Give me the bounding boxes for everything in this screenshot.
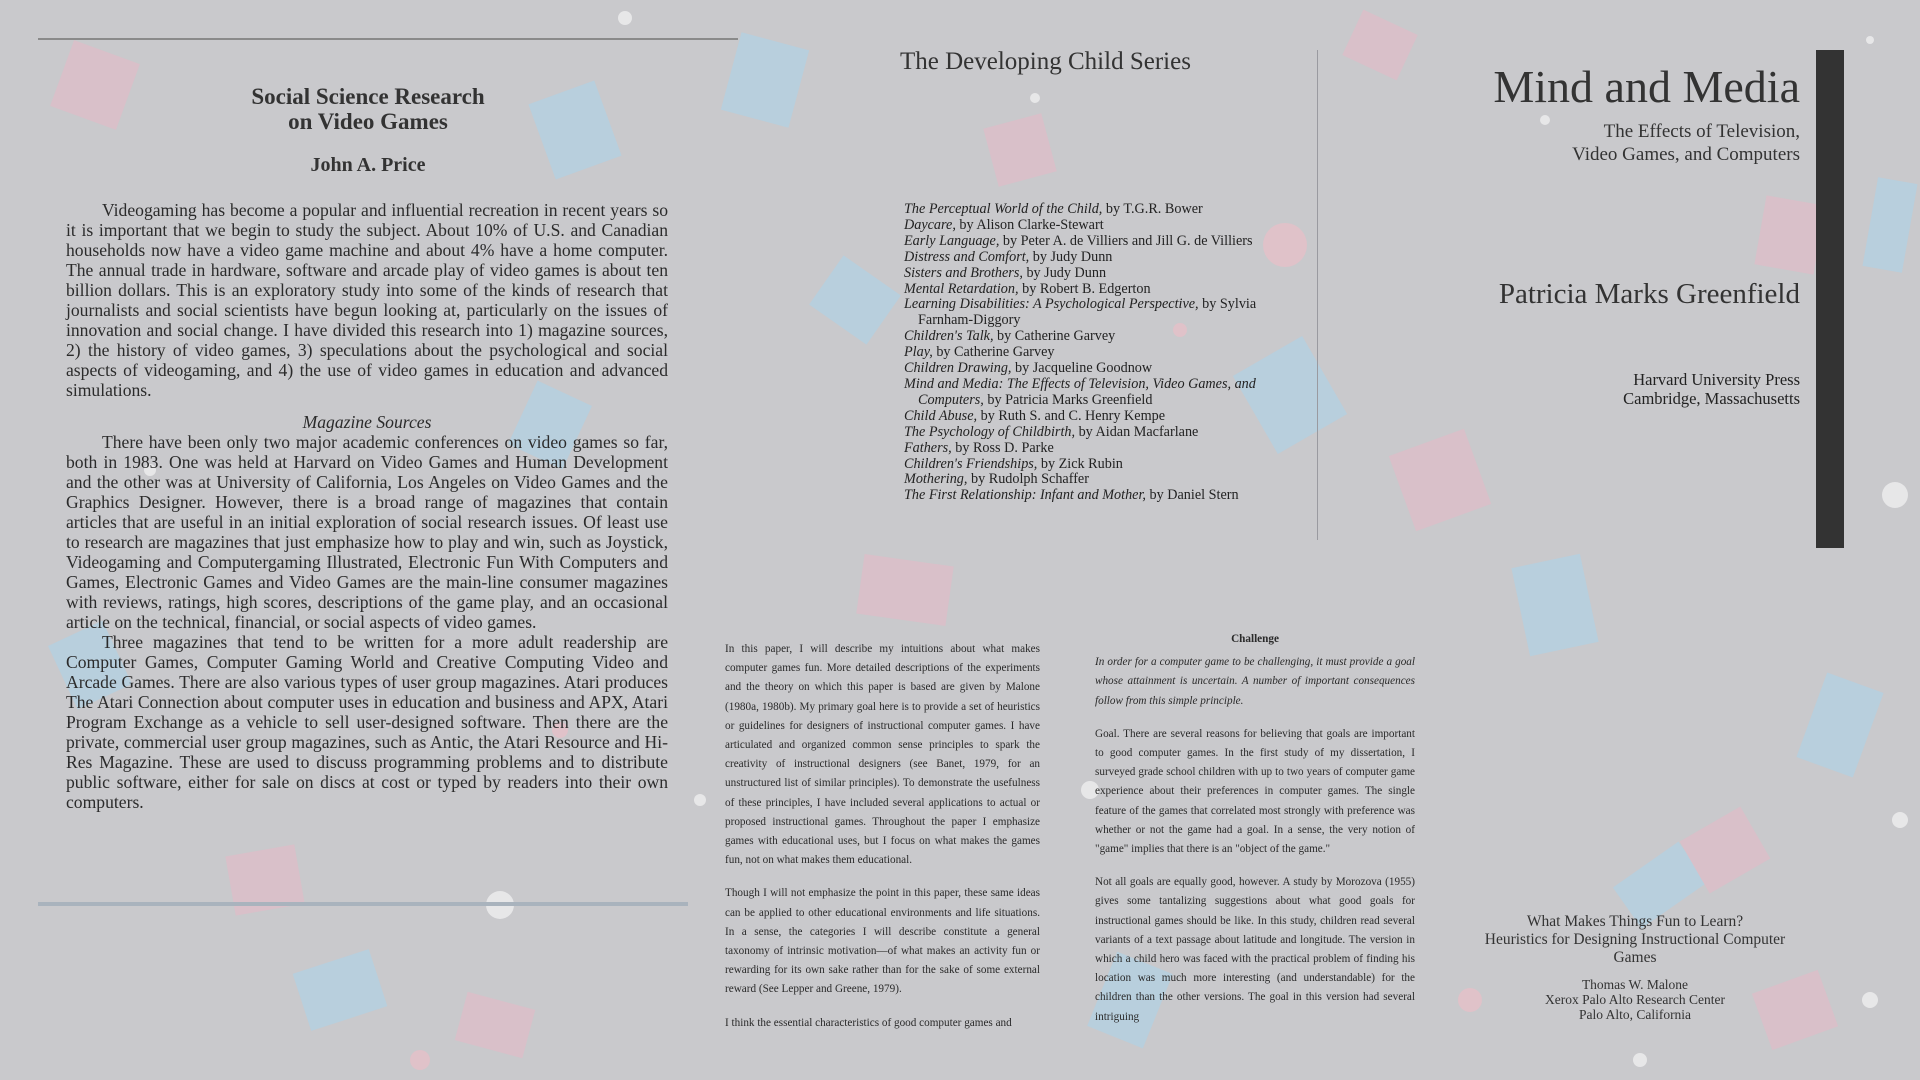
malone-paragraph: In this paper, I will describe my intuitions about what makes computer games fun. More detailed descriptions of the experiments and the theory on which this paper is based are given by Malone (1980a, 1980b). My primary goal here is to provide a set of heuristics or guidelines for designers of instructional computer games. I have articulated and organized common sense principles to spark the creativity of instructional designers (see Banet, 1979, for an unstructured list of similar principles). To demonstrate the usefulness of these principles, I have included several applications to actual or proposed instructional games. Throughout the paper I emphasize games with educational uses, but I focus on what makes the games fun, not on what makes them educational. — [725, 643, 1040, 867]
left-title-line2: on Video Games — [288, 109, 448, 134]
entry-title: Mind and Media: The Effects of Television, Video Games, and Computers, — [904, 375, 1256, 408]
entry-title: Child Abuse, — [904, 407, 978, 424]
series-entry — [904, 250, 1274, 266]
malone-paper — [720, 630, 1420, 1060]
publisher — [1623, 370, 1800, 408]
entry-author: by Jacqueline Goodnow — [1011, 360, 1153, 377]
entry-author: by Daniel Stern — [1145, 487, 1239, 504]
entry-title: Children's Friendships, — [904, 455, 1038, 472]
section-heading: Magazine Sources — [302, 412, 432, 432]
entry-author: by T.G.R. Bower — [1102, 201, 1203, 217]
series-entry — [904, 377, 1274, 409]
title-page — [1320, 40, 1850, 560]
entry-title: Fathers, — [904, 439, 952, 456]
entry-author: by Ross D. Parke — [951, 439, 1054, 456]
malone-paragraph: Though I will not emphasize the point in this paper, these same ideas can be applied to other educational environments and life situations. In a sense, the categories I will describe constitute a general taxonomy of intrinsic motivation—of what makes an activity fun or rewarding for its own sake rather than for the sake of some external reward (See Lepper and Greene, 1979). — [725, 887, 1040, 996]
book-title: Mind and Media — [1493, 61, 1800, 112]
malone-title — [1470, 913, 1800, 967]
malone-author: Thomas W. Malone — [1581, 977, 1689, 992]
series-entry — [904, 329, 1274, 345]
publisher-line2: Cambridge, Massachusetts — [1623, 389, 1800, 408]
subtitle-line1: The Effects of Television, — [1603, 121, 1800, 142]
page-edge-bar — [1816, 50, 1844, 548]
entry-author: by Robert B. Edgerton — [1018, 280, 1151, 297]
entry-author: by Judy Dunn — [1022, 264, 1107, 281]
entry-author: by Peter A. de Villiers and Jill G. de Villiers — [999, 232, 1253, 249]
series-entry — [904, 441, 1274, 457]
entry-author: by Catherine Garvey — [932, 344, 1055, 361]
series-entry — [904, 345, 1274, 361]
left-title-line1: Social Science Research — [251, 84, 485, 109]
entry-title: Children Drawing, — [904, 360, 1012, 377]
top-rule — [38, 38, 738, 40]
entry-author: by Patricia Marks Greenfield — [983, 391, 1153, 408]
malone-paragraph: Not all goals are equally good, however. A study by Morozova (1955) gives some tantalizing suggestions about what good goals for instructional games should be like. In this study, children read several variants of a text passage about latitude and longitude. The version in which a child hero was faced with the practical problem of finding his location was much more interesting (and understandable) for the children than the other versions. The goal in this version had several intriguing — [1095, 876, 1415, 1023]
entry-title: The First Relationship: Infant and Mother, — [904, 487, 1146, 504]
book-author: Patricia Marks Greenfield — [1498, 278, 1800, 310]
series-entry — [904, 297, 1274, 329]
social-science-page — [38, 28, 738, 918]
malone-title-line2: Heuristics for Designing Instructional Computer Games — [1484, 931, 1786, 966]
series-heading: The Developing Child Series — [900, 48, 1191, 75]
left-body — [66, 200, 668, 812]
entry-author: by Sylvia Farnham-Diggory — [918, 296, 1257, 329]
entry-author: by Ruth S. and C. Henry Kempe — [977, 407, 1166, 424]
gutter-line — [1317, 50, 1318, 540]
subtitle-line2: Video Games, and Computers — [1572, 144, 1800, 165]
entry-author: by Alison Clarke-Stewart — [955, 216, 1104, 233]
entry-title: Daycare, — [904, 216, 956, 233]
malone-title-block — [1470, 913, 1800, 1022]
paragraph-3: Three magazines that tend to be written for a more adult readership are Computer Games, Computer Gaming World and Creative Computing Video and Arcade Games. There are also various types of user group magazines. Atari produces The Atari Connection about computer uses in education and business and APX, Atari Program Exchange as a vehicle to sell user-designed software. Then there are the private, commercial user group magazines, such as Antic, the Atari Resource and Hi-Res Magazine. These are used to discuss programming problems and to distribute public software, either for sale on discs at cost or typed by readers into their own computers. — [66, 632, 668, 812]
left-title — [38, 84, 698, 134]
malone-location: Palo Alto, California — [1578, 1007, 1692, 1022]
malone-paragraph: In order for a computer game to be challenging, it must provide a goal whose attainment is uncertain. A number of important consequences follow from this simple principle. — [1095, 656, 1415, 707]
series-entry — [904, 202, 1274, 218]
entry-title: Mental Retardation, — [904, 280, 1019, 297]
malone-title-line1: What Makes Things Fun to Learn? — [1526, 913, 1744, 930]
publisher-line1: Harvard University Press — [1633, 370, 1800, 389]
entry-title: Sisters and Brothers, — [904, 264, 1023, 281]
entry-title: The Psychology of Childbirth, — [904, 423, 1076, 440]
challenge-heading: Challenge — [1231, 633, 1279, 645]
book-subtitle — [1572, 120, 1800, 166]
malone-paragraph: Goal. There are several reasons for believing that goals are important to good computer games. In the first study of my dissertation, I surveyed grade school children with up to two years of computer game experience about their preferences in computer games. The single feature of the games that correlated most strongly with preference was whether or not the game had a goal. In a sense, the very notion of "game" implies that there is an "object of the game." — [1095, 727, 1415, 856]
entry-title: The Perceptual World of the Child, — [904, 201, 1103, 217]
series-entry — [904, 409, 1274, 425]
malone-affiliation: Xerox Palo Alto Research Center — [1545, 992, 1725, 1007]
entry-title: Children's Talk, — [904, 328, 994, 345]
malone-byline — [1470, 977, 1800, 1022]
entry-author: by Judy Dunn — [1029, 248, 1113, 265]
series-entry — [904, 472, 1274, 488]
series-entry — [904, 218, 1274, 234]
series-page — [900, 40, 1310, 540]
series-entry — [904, 457, 1274, 473]
paragraph-2: There have been only two major academic conferences on video games so far, both in 1983. One was held at Harvard on Video Games and Human Development and the other was at University of California, Los Angeles on Video Games and the Graphics Designer. However, there is a broad range of magazines that contain articles that are useful in an initial exploration of social research issues. Of least use to research are magazines that just emphasize how to play and win, such as Joystick, Videogaming and Computergaming Illustrated, Electronic Fun With Computers and Games, Electronic Games and Video Games are the main-line consumer magazines with reviews, ratings, high scores, descriptions of the game play, and an occasional article on the technical, financial, or social aspects of video games. — [66, 432, 668, 632]
malone-column-2 — [1095, 630, 1415, 1041]
entry-author: by Zick Rubin — [1037, 455, 1123, 472]
series-entry — [904, 234, 1274, 250]
entry-title: Distress and Comfort, — [904, 248, 1030, 265]
series-entry — [904, 425, 1274, 441]
series-entry — [904, 488, 1274, 504]
malone-column-1 — [725, 640, 1040, 1047]
series-entry — [904, 282, 1274, 298]
entry-title: Early Language, — [904, 232, 1000, 249]
series-list — [904, 202, 1274, 504]
entry-title: Learning Disabilities: A Psychological Perspective, — [904, 296, 1199, 313]
entry-title: Mothering, — [904, 471, 968, 488]
intro-paragraph: Videogaming has become a popular and influential recreation in recent years so it is important that we begin to study the subject. About 10% of U.S. and Canadian households now have a video game machine and about 4% have a home computer. The annual trade in hardware, software and arcade play of video games is about ten billion dollars. This is an exploratory study into some of the kinds of research that journalists and social scientists have begun looking at, particularly on the issues of innovation and social change. I have divided this research into 1) magazine sources, 2) the history of video games, 3) speculations about the psychological and social aspects of videogaming, and 4) the use of video games in education and advanced simulations. — [66, 200, 668, 400]
malone-paragraph: I think the essential characteristics of good computer games and — [725, 1016, 1012, 1029]
bottom-rule — [38, 902, 688, 906]
entry-title: Play, — [904, 344, 933, 361]
entry-author: by Catherine Garvey — [993, 328, 1116, 345]
left-author: John A. Price — [310, 154, 426, 176]
entry-author: by Rudolph Schaffer — [967, 471, 1089, 488]
series-entry — [904, 361, 1274, 377]
entry-author: by Aidan Macfarlane — [1075, 423, 1199, 440]
series-entry — [904, 266, 1274, 282]
